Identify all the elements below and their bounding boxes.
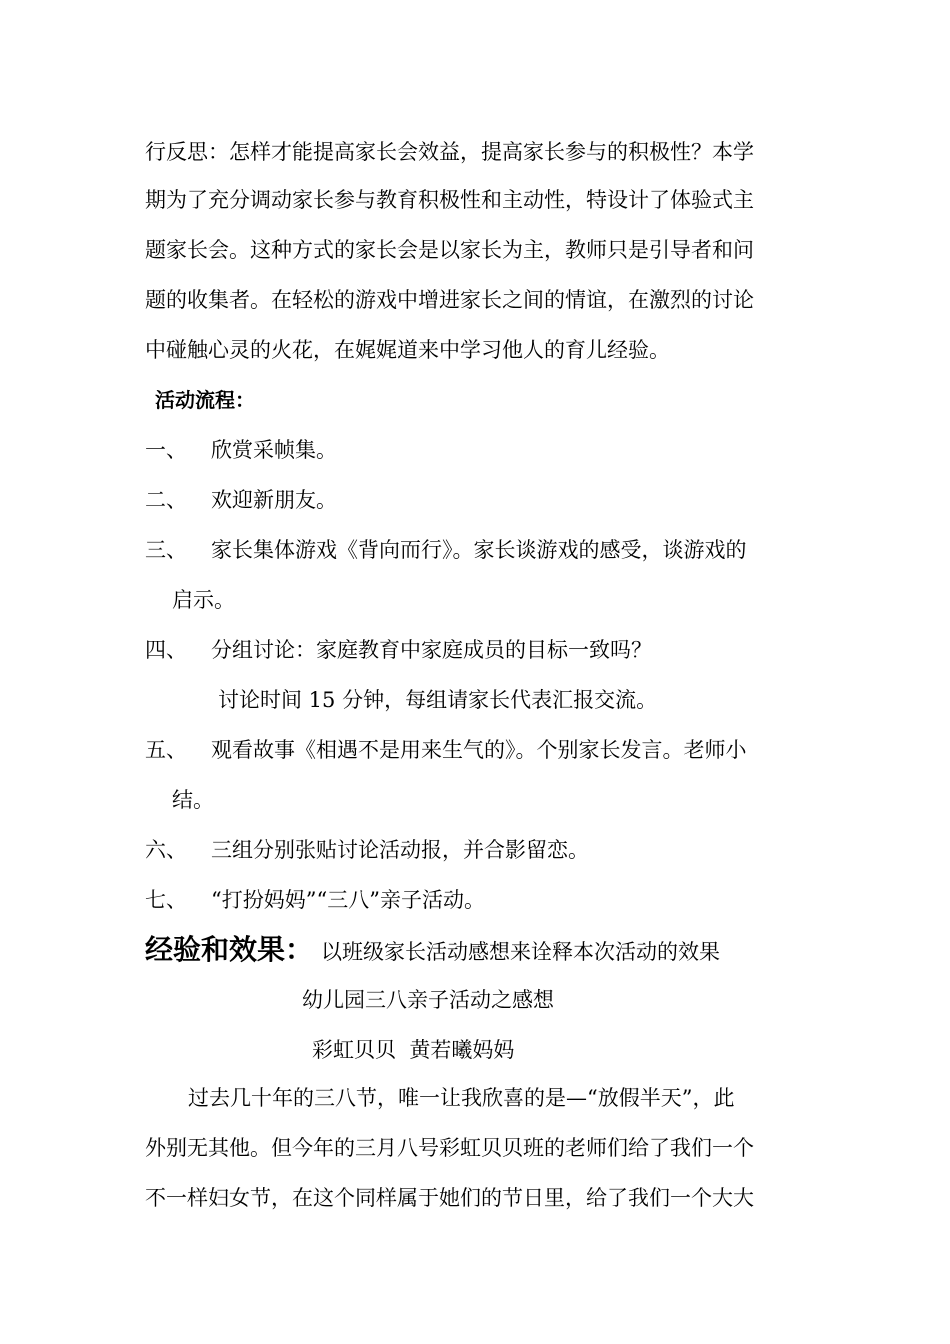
process-item-4-text: 分组讨论：家庭教育中家庭成员的目标一致吗？ bbox=[211, 638, 652, 662]
intro-line-3: 题家长会。这种方式的家长会是以家长为主，教师只是引导者和问 bbox=[145, 238, 754, 262]
process-item-4 bbox=[145, 636, 815, 664]
article-author: 彩虹贝贝 黄若曦妈妈 bbox=[312, 1038, 515, 1062]
process-item-6 bbox=[145, 836, 815, 864]
process-item-2-text: 欢迎新朋友。 bbox=[211, 488, 337, 512]
process-item-3-text: 家长集体游戏《背向而行》。家长谈游戏的感受，谈游戏的 bbox=[211, 538, 747, 562]
article-paragraph-line-3: 不一样妇女节，在这个同样属于她们的节日里，给了我们一个大大 bbox=[145, 1186, 754, 1210]
process-item-6-num: 六、 bbox=[145, 838, 187, 862]
process-item-1-text: 欣赏采帧集。 bbox=[211, 438, 337, 462]
process-item-3 bbox=[145, 536, 815, 564]
process-item-5-num: 五、 bbox=[145, 738, 187, 762]
process-item-3-num: 三、 bbox=[145, 538, 187, 562]
intro-line-2: 期为了充分调动家长参与教育积极性和主动性，特设计了体验式主 bbox=[145, 188, 754, 212]
process-item-2-num: 二、 bbox=[145, 488, 187, 512]
process-item-6-text: 三组分别张贴讨论活动报，并合影留恋。 bbox=[211, 838, 589, 862]
process-item-7-num: 七、 bbox=[145, 888, 187, 912]
experience-heading: 经验和效果： bbox=[145, 933, 314, 966]
process-item-1-num: 一、 bbox=[145, 438, 187, 462]
process-item-1 bbox=[145, 436, 815, 464]
process-item-3-continuation: 启示。 bbox=[172, 588, 235, 612]
process-item-4-num: 四、 bbox=[145, 638, 187, 662]
process-item-7 bbox=[145, 886, 815, 914]
intro-line-1: 行反思：怎样才能提高家长会效益，提高家长参与的积极性？本学 bbox=[145, 140, 754, 164]
process-item-5-continuation: 结。 bbox=[172, 788, 214, 812]
process-heading: 活动流程： bbox=[155, 388, 255, 412]
article-title: 幼儿园三八亲子活动之感想 bbox=[302, 988, 554, 1012]
experience-subtitle: 以班级家长活动感想来诠释本次活动的效果 bbox=[321, 940, 721, 964]
intro-line-4: 题的收集者。在轻松的游戏中增进家长之间的情谊，在激烈的讨论 bbox=[145, 288, 754, 312]
process-item-4-subline: 讨论时间 15 分钟，每组请家长代表汇报交流。 bbox=[218, 688, 658, 712]
intro-line-5: 中碰触心灵的火花，在娓娓道来中学习他人的育儿经验。 bbox=[145, 338, 670, 362]
process-item-7-text: “打扮妈妈”“三八”亲子活动。 bbox=[211, 888, 485, 912]
process-item-5 bbox=[145, 736, 815, 764]
article-paragraph-line-2: 外别无其他。但今年的三月八号彩虹贝贝班的老师们给了我们一个 bbox=[145, 1136, 754, 1160]
process-item-2 bbox=[145, 486, 815, 514]
process-item-5-text: 观看故事《相遇不是用来生气的》。个别家长发言。老师小 bbox=[211, 738, 747, 762]
article-paragraph-line-1: 过去几十年的三八节，唯一让我欣喜的是—“放假半天”，此 bbox=[188, 1086, 735, 1110]
experience-heading-row bbox=[145, 932, 815, 970]
